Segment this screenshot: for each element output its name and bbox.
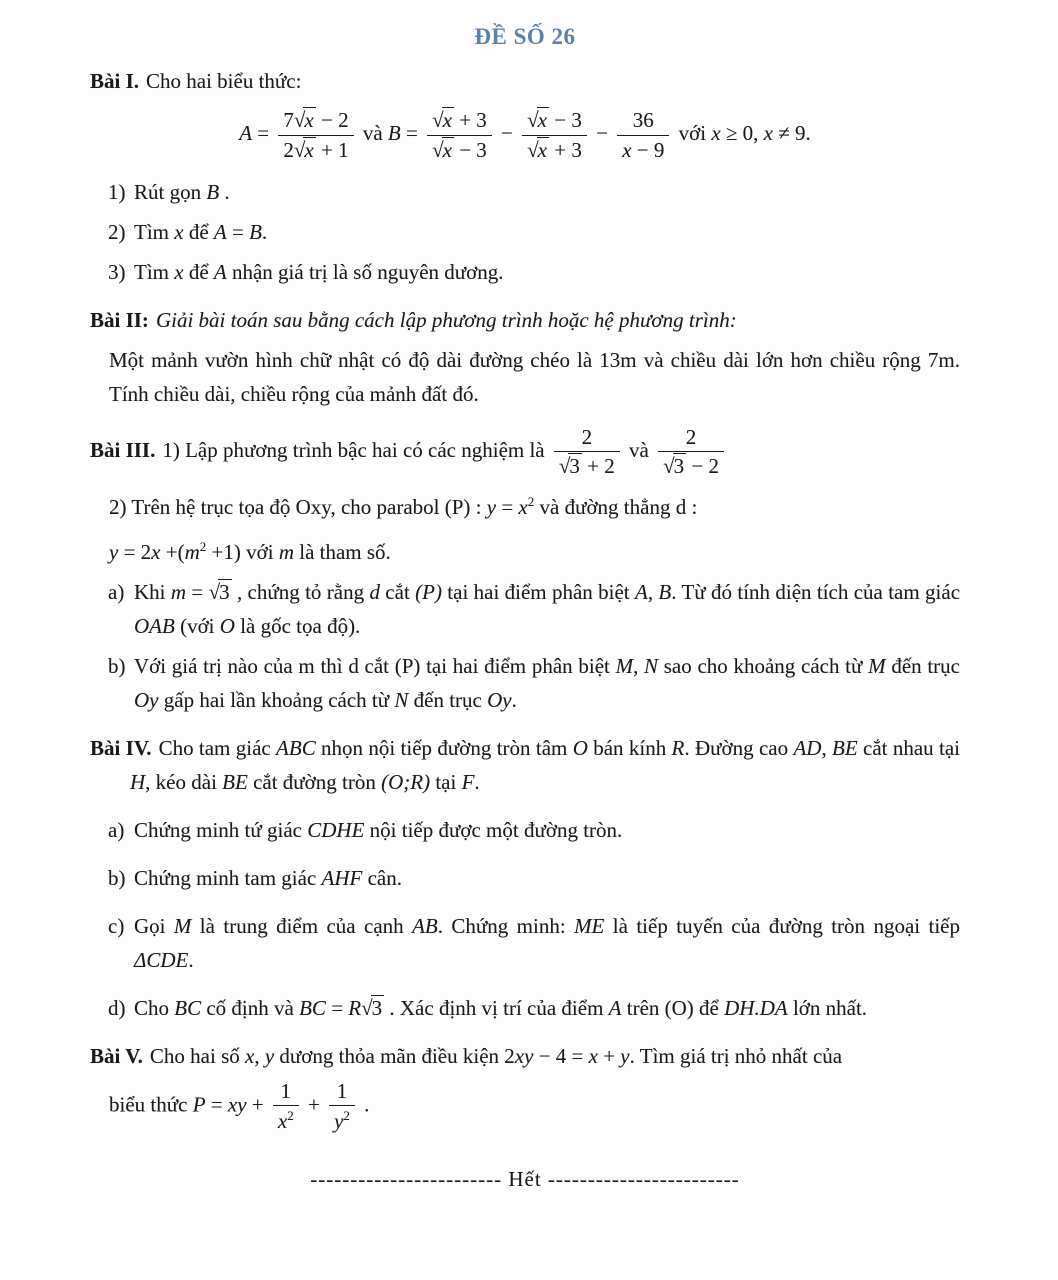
bai4-item-c	[90, 909, 960, 977]
bai3-line1	[90, 425, 960, 480]
bai1-item-2	[90, 215, 960, 249]
item-marker: c)	[108, 913, 125, 938]
item-marker: b)	[108, 865, 126, 890]
bai3-line2: 2) Trên hệ trục tọa độ Oxy, cho parabol (P) : $y = x^2$ và đường thẳng d :	[109, 494, 698, 519]
bai3-line1-text: 1) Lập phương trình bậc hai có các nghiệm là $\frac{2}{√3 + 2}$ và $\frac{2}{√3 - 2}$	[162, 438, 728, 462]
item-marker: b)	[108, 653, 126, 678]
bai4-item-b	[90, 861, 960, 895]
exam-title: ĐỀ SỐ 26	[474, 24, 576, 49]
item-text: Chứng minh tứ giác CDHE nội tiếp được một đường tròn.	[134, 817, 623, 842]
item-text: Với giá trị nào của m thì d cắt (P) tại hai điểm phân biệt M, N sao cho khoảng cách từ M đến trục Oy gấp hai lần khoảng cách từ N đến trục Oy.	[134, 653, 960, 712]
item-text: Rút gọn B .	[134, 179, 230, 204]
item-text: Khi m = √3 , chứng tỏ rằng d cắt (P) tại hai điểm phân biệt A, B. Từ đó tính diện tích của tam giác OAB (với O là gốc tọa độ).	[134, 579, 961, 638]
bai1-item-1	[90, 175, 960, 209]
bai5-line1	[90, 1039, 960, 1073]
bai3-item-b	[90, 649, 960, 717]
bai1-formula: A = $\frac{7√x - 2}{2√x + 1}$ và B = $\frac{√x + 3}{√x - 3}$ − $\frac{√x - 3}{√x + 3}$ − $\frac{36}{x - 9}$ với x ≥ 0, x ≠ 9.	[239, 108, 811, 162]
bai1-heading	[90, 64, 960, 98]
bai3-label: Bài III.	[90, 437, 156, 462]
bai5-label: Bài V.	[90, 1043, 143, 1068]
bai4-intro-text: Cho tam giác ABC nhọn nội tiếp đường tròn tâm O bán kính R. Đường cao AD, BE cắt nhau tại H, kéo dài BE cắt đường tròn (O;R) tại F.	[130, 735, 960, 794]
bai4-intro	[90, 731, 960, 799]
bai2-label: Bài II:	[90, 307, 149, 332]
bai2-heading	[90, 303, 960, 337]
footer-het: ------------------------ Hết ------------------------	[310, 1166, 740, 1191]
item-text: Gọi M là trung điểm của cạnh AB. Chứng minh: ME là tiếp tuyến của đường tròn ngoại tiếp ΔCDE.	[134, 913, 960, 972]
bai3-item-a	[90, 575, 960, 643]
item-marker: a)	[108, 579, 125, 604]
bai2-body: Một mảnh vườn hình chữ nhật có độ dài đường chéo là 13m và chiều dài lớn hơn chiều rộng 7m. Tính chiều dài, chiều rộng của mảnh đất đó.	[109, 347, 960, 406]
bai4-item-a	[90, 813, 960, 847]
bai5-line2: biểu thức P = xy + $\frac{1}{x^2}$ + $\frac{1}{y^2}$ .	[109, 1078, 370, 1134]
bai4-label: Bài IV.	[90, 735, 152, 760]
item-marker: a)	[108, 817, 125, 842]
item-text: Chứng minh tam giác AHF cân.	[134, 865, 403, 890]
item-text: Cho BC cố định và BC = R√3 . Xác định vị trí của điểm A trên (O) để DH.DA lớn nhất.	[134, 995, 868, 1020]
bai1-item-3	[90, 255, 960, 289]
item-marker: 2)	[108, 219, 126, 244]
item-marker: d)	[108, 995, 126, 1020]
bai5-line1-text: Cho hai số x, y dương thỏa mãn điều kiện 2xy − 4 = x + y. Tìm giá trị nhỏ nhất của	[149, 1043, 843, 1068]
bai3-line3: $y = 2x +(m^2 +1)$ với m là tham số.	[109, 538, 391, 564]
item-text: Tìm x để A = B.	[134, 219, 268, 244]
item-marker: 1)	[108, 179, 126, 204]
item-marker: 3)	[108, 259, 126, 284]
bai1-label: Bài I.	[90, 69, 140, 93]
item-text: Tìm x để A nhận giá trị là số nguyên dương.	[134, 259, 504, 284]
bai2-intro: Giải bài toán sau bằng cách lập phương trình hoặc hệ phương trình:	[155, 307, 737, 332]
bai1-intro: Cho hai biểu thức:	[146, 69, 302, 93]
bai4-item-d	[90, 991, 960, 1025]
